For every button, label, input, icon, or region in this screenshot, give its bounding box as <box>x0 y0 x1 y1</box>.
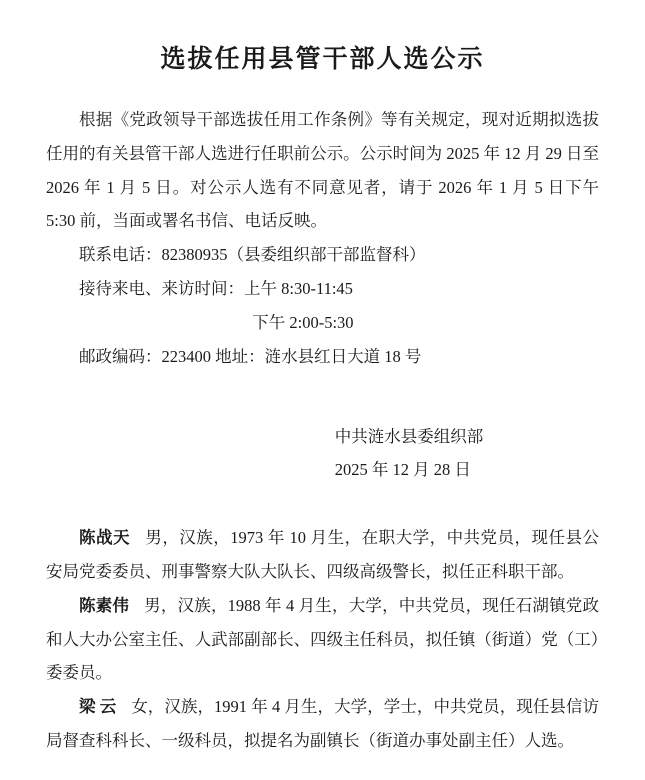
signature-organization: 中共涟水县委组织部 <box>334 426 484 446</box>
candidate-detail: 男，汉族，1988 年 4 月生，大学，中共党员，现任石湖镇党政和人大办公室主任、人武部副部长、四级主任科员，拟任镇（街道）党（工）委委员。 <box>46 595 600 683</box>
candidate-detail: 男，汉族，1973 年 10 月生，在职大学，中共党员，现任县公安局党委委员、刑事警察大队大队长、四级高级警长，拟任正科职干部。 <box>46 528 600 581</box>
document-body <box>46 103 599 758</box>
candidate-name: 陈素伟 <box>79 595 130 615</box>
candidate-name: 梁 云 <box>79 697 117 717</box>
contact-hours-line: 接待来电、来访时间：上午 8:30-11:45 <box>79 279 353 299</box>
candidate-name: 陈战天 <box>79 528 130 548</box>
contact-phone-line: 联系电话：82380935（县委组织部干部监督科） <box>79 245 426 265</box>
candidate-entry <box>46 690 599 758</box>
candidate-entry <box>46 589 599 690</box>
spacer-before-candidates <box>46 487 599 521</box>
page-title: 选拔任用县管干部人选公示 <box>160 46 485 73</box>
signature-date: 2025 年 12 月 28 日 <box>334 460 471 480</box>
spacer-before-signature <box>46 374 599 420</box>
signature-block <box>46 420 599 488</box>
intro-paragraph: 根据《党政领导干部选拔任用工作条例》等有关规定，现对近期拟选拔任用的有关县管干部人选进行任职前公示。公示时间为 2025 年 12 月 29 日至 2026 年 1 月 5 日。对公示人选有不同意见者，请于 2026 年 1 月 5 日下午 5:30 前，当面或署名书信、电话反映。 <box>46 110 599 231</box>
contact-address-line: 邮政编码：223400 地址：涟水县红日大道 18 号 <box>79 346 422 366</box>
contact-hours-line-2: 下午 2:00-5:30 <box>252 312 354 332</box>
candidate-detail: 女，汉族，1991 年 4 月生，大学，学士，中共党员，现任县信访局督查科科长、一级科员，拟提名为副镇长（街道办事处副主任）人选。 <box>46 697 600 750</box>
candidate-entry <box>46 521 599 589</box>
